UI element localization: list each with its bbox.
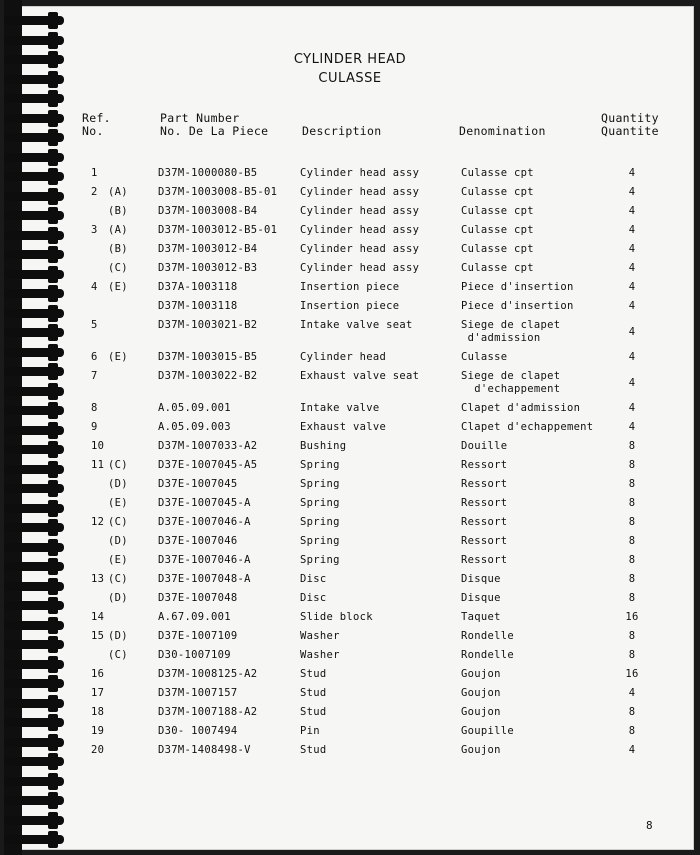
part-number-cell: D37A-1003118 [158, 281, 238, 293]
variant-cell: (C) [108, 649, 128, 661]
description-cell: Cylinder head assy [300, 167, 420, 179]
denomination-cell: Culasse cpt [461, 167, 534, 179]
denomination-cell: Ressort [461, 478, 508, 490]
description-cell: Cylinder head assy [300, 262, 420, 274]
part-number-cell: A.67.09.001 [158, 611, 231, 623]
table-row [0, 554, 700, 573]
header-description: Description [302, 124, 382, 138]
variant-cell: (E) [108, 497, 128, 509]
quantity-cell: 8 [628, 725, 636, 737]
table-row [0, 478, 700, 497]
denomination-cell: Taquet [461, 611, 501, 623]
part-number-cell: D37M-1008125-A2 [158, 668, 258, 680]
variant-cell: (A) [108, 224, 128, 236]
part-number-cell: D37E-1007109 [158, 630, 238, 642]
table-row [0, 573, 700, 592]
part-number-cell: D30-1007109 [158, 649, 231, 661]
denomination-cell: Culasse cpt [461, 224, 534, 236]
description-cell: Disc [300, 592, 327, 604]
table-row [0, 611, 700, 630]
quantity-cell: 8 [628, 478, 636, 490]
part-number-cell: D37M-1003012-B4 [158, 243, 258, 255]
quantity-cell: 4 [628, 186, 636, 198]
variant-cell: (E) [108, 554, 128, 566]
ref-cell: 17 [91, 687, 105, 699]
page-subtitle: CULASSE [318, 71, 382, 86]
quantity-cell: 16 [625, 668, 639, 680]
header-denomination: Denomination [459, 124, 546, 138]
quantity-cell: 4 [628, 205, 636, 217]
ref-cell: 14 [91, 611, 105, 623]
description-cell: Slide block [300, 611, 373, 623]
variant-cell: (D) [108, 630, 128, 642]
quantity-cell: 4 [628, 351, 636, 363]
part-number-cell: D37E-1007045 [158, 478, 238, 490]
table-row [0, 725, 700, 744]
denomination-cell: Rondelle [461, 649, 514, 661]
part-number-cell: D37M-1003118 [158, 300, 238, 312]
table-row [0, 497, 700, 516]
ref-cell: 9 [91, 421, 98, 433]
quantity-cell: 8 [628, 440, 636, 452]
table-row [0, 186, 700, 205]
variant-cell: (D) [108, 535, 128, 547]
table-row [0, 281, 700, 300]
table-row [0, 243, 700, 262]
table-row [0, 224, 700, 243]
quantity-cell: 8 [628, 516, 636, 528]
table-row [0, 459, 700, 478]
variant-cell: (C) [108, 459, 128, 471]
table-row [0, 167, 700, 186]
part-number-cell: D37M-1007033-A2 [158, 440, 258, 452]
denomination-cell: Siege de clapet d'echappement [461, 370, 561, 395]
table-row [0, 262, 700, 281]
quantity-cell: 8 [628, 497, 636, 509]
table-row [0, 300, 700, 319]
variant-cell: (E) [108, 281, 128, 293]
variant-cell: (D) [108, 592, 128, 604]
part-number-cell: D37M-1007157 [158, 687, 238, 699]
table-row [0, 351, 700, 370]
description-cell: Spring [300, 516, 340, 528]
quantity-cell: 4 [628, 326, 636, 338]
page-title: CYLINDER HEAD [293, 52, 407, 67]
part-number-cell: D37M-1003008-B4 [158, 205, 258, 217]
ref-cell: 19 [91, 725, 105, 737]
quantity-cell: 4 [628, 744, 636, 756]
table-row [0, 706, 700, 725]
description-cell: Washer [300, 649, 340, 661]
denomination-cell: Goupille [461, 725, 514, 737]
description-cell: Stud [300, 687, 327, 699]
ref-cell: 15 [91, 630, 105, 642]
header-quantity: Quantity Quantite [601, 111, 659, 138]
part-number-cell: D30- 1007494 [158, 725, 238, 737]
part-number-cell: A.05.09.001 [158, 402, 231, 414]
table-row [0, 402, 700, 421]
variant-cell: (E) [108, 351, 128, 363]
denomination-cell: Clapet d'echappement [461, 421, 594, 433]
denomination-cell: Siege de clapet d'admission [461, 319, 561, 344]
ref-cell: 5 [91, 319, 98, 331]
quantity-cell: 4 [628, 262, 636, 274]
denomination-cell: Ressort [461, 459, 508, 471]
quantity-cell: 8 [628, 649, 636, 661]
variant-cell: (C) [108, 262, 128, 274]
denomination-cell: Goujon [461, 706, 501, 718]
table-row [0, 668, 700, 687]
denomination-cell: Culasse cpt [461, 186, 534, 198]
variant-cell: (B) [108, 243, 128, 255]
table-row [0, 687, 700, 706]
ref-cell: 16 [91, 668, 105, 680]
ref-cell: 13 [91, 573, 105, 585]
description-cell: Exhaust valve seat [300, 370, 420, 382]
variant-cell: (B) [108, 205, 128, 217]
table-row [0, 319, 700, 344]
quantity-cell: 4 [628, 300, 636, 312]
denomination-cell: Piece d'insertion [461, 281, 574, 293]
denomination-cell: Ressort [461, 497, 508, 509]
description-cell: Intake valve [300, 402, 380, 414]
part-number-cell: D37M-1003008-B5-01 [158, 186, 278, 198]
part-number-cell: D37M-1408498-V [158, 744, 251, 756]
table-row [0, 440, 700, 459]
denomination-cell: Ressort [461, 554, 508, 566]
denomination-cell: Culasse cpt [461, 243, 534, 255]
description-cell: Spring [300, 554, 340, 566]
ref-cell: 8 [91, 402, 98, 414]
description-cell: Stud [300, 668, 327, 680]
description-cell: Intake valve seat [300, 319, 413, 331]
ref-cell: 20 [91, 744, 105, 756]
description-cell: Disc [300, 573, 327, 585]
header-part-number: Part Number No. De La Piece [160, 111, 269, 138]
denomination-cell: Disque [461, 592, 501, 604]
description-cell: Spring [300, 459, 340, 471]
part-number-cell: D37E-1007048 [158, 592, 238, 604]
quantity-cell: 4 [628, 243, 636, 255]
denomination-cell: Goujon [461, 744, 501, 756]
table-row [0, 516, 700, 535]
quantity-cell: 4 [628, 281, 636, 293]
table-row [0, 421, 700, 440]
quantity-cell: 8 [628, 573, 636, 585]
denomination-cell: Culasse cpt [461, 262, 534, 274]
table-row [0, 649, 700, 668]
table-row [0, 370, 700, 395]
denomination-cell: Piece d'insertion [461, 300, 574, 312]
quantity-cell: 4 [628, 687, 636, 699]
part-number-cell: D37M-1000080-B5 [158, 167, 258, 179]
description-cell: Cylinder head [300, 351, 387, 363]
description-cell: Pin [300, 725, 320, 737]
description-cell: Bushing [300, 440, 347, 452]
denomination-cell: Culasse [461, 351, 508, 363]
part-number-cell: D37E-1007046 [158, 535, 238, 547]
description-cell: Insertion piece [300, 300, 400, 312]
ref-cell: 10 [91, 440, 105, 452]
description-cell: Cylinder head assy [300, 224, 420, 236]
part-number-cell: D37E-1007045-A [158, 497, 251, 509]
denomination-cell: Ressort [461, 535, 508, 547]
ref-cell: 11 [91, 459, 105, 471]
part-number-cell: D37M-1003012-B3 [158, 262, 258, 274]
ref-cell: 12 [91, 516, 105, 528]
ref-cell: 18 [91, 706, 105, 718]
quantity-cell: 4 [628, 402, 636, 414]
part-number-cell: D37E-1007048-A [158, 573, 251, 585]
description-cell: Stud [300, 706, 327, 718]
part-number-cell: D37M-1003015-B5 [158, 351, 258, 363]
table-row [0, 205, 700, 224]
table-row [0, 630, 700, 649]
denomination-cell: Disque [461, 573, 501, 585]
description-cell: Spring [300, 497, 340, 509]
quantity-cell: 8 [628, 459, 636, 471]
denomination-cell: Douille [461, 440, 508, 452]
denomination-cell: Culasse cpt [461, 205, 534, 217]
part-number-cell: D37E-1007046-A [158, 554, 251, 566]
part-number-cell: D37E-1007046-A [158, 516, 251, 528]
description-cell: Cylinder head assy [300, 243, 420, 255]
variant-cell: (C) [108, 573, 128, 585]
ref-cell: 6 [91, 351, 98, 363]
quantity-cell: 8 [628, 630, 636, 642]
description-cell: Stud [300, 744, 327, 756]
denomination-cell: Rondelle [461, 630, 514, 642]
denomination-cell: Goujon [461, 687, 501, 699]
description-cell: Washer [300, 630, 340, 642]
quantity-cell: 8 [628, 706, 636, 718]
description-cell: Cylinder head assy [300, 186, 420, 198]
variant-cell: (C) [108, 516, 128, 528]
variant-cell: (A) [108, 186, 128, 198]
ref-cell: 7 [91, 370, 98, 382]
part-number-cell: D37M-1003022-B2 [158, 370, 258, 382]
ref-cell: 1 [91, 167, 98, 179]
variant-cell: (D) [108, 478, 128, 490]
ref-cell: 3 [91, 224, 98, 236]
denomination-cell: Goujon [461, 668, 501, 680]
header-ref: Ref. No. [82, 111, 111, 138]
quantity-cell: 16 [625, 611, 639, 623]
quantity-cell: 4 [628, 224, 636, 236]
table-row [0, 744, 700, 763]
page-number: 8 [646, 819, 653, 832]
denomination-cell: Ressort [461, 516, 508, 528]
ref-cell: 4 [91, 281, 98, 293]
part-number-cell: A.05.09.003 [158, 421, 231, 433]
part-number-cell: D37M-1003012-B5-01 [158, 224, 278, 236]
description-cell: Cylinder head assy [300, 205, 420, 217]
description-cell: Spring [300, 478, 340, 490]
quantity-cell: 4 [628, 377, 636, 389]
description-cell: Insertion piece [300, 281, 400, 293]
quantity-cell: 4 [628, 167, 636, 179]
denomination-cell: Clapet d'admission [461, 402, 581, 414]
quantity-cell: 8 [628, 535, 636, 547]
part-number-cell: D37M-1003021-B2 [158, 319, 258, 331]
quantity-cell: 8 [628, 592, 636, 604]
description-cell: Spring [300, 535, 340, 547]
table-row [0, 592, 700, 611]
table-row [0, 535, 700, 554]
quantity-cell: 4 [628, 421, 636, 433]
ref-cell: 2 [91, 186, 98, 198]
description-cell: Exhaust valve [300, 421, 387, 433]
part-number-cell: D37E-1007045-A5 [158, 459, 258, 471]
part-number-cell: D37M-1007188-A2 [158, 706, 258, 718]
quantity-cell: 8 [628, 554, 636, 566]
